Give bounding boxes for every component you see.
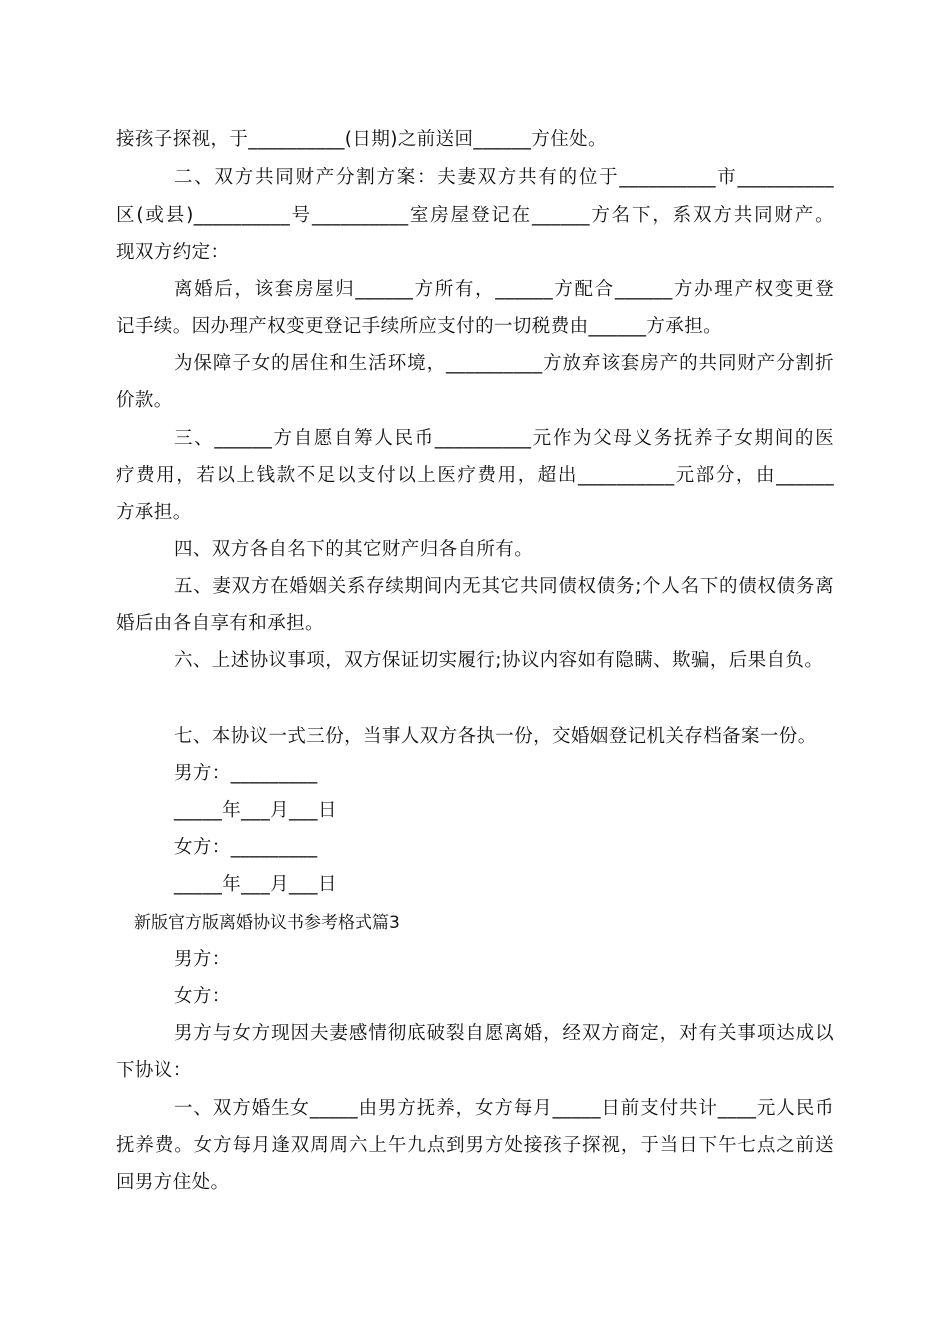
date-line: _____年___月___日 [174,874,337,895]
text-line: 现双方约定： [116,242,230,263]
text-line: 疗费用，若以上钱款不足以支付以上医疗费用，超出__________元部分，由______ [116,465,834,486]
clause-4-line: 四、双方各自名下的其它财产归各自所有。 [174,539,534,560]
clause-5-line: 五、妻双方在婚姻关系存续期间内无其它共同债权债务;个人名下的债权债务离 [174,576,834,597]
text-line: 为保障子女的居住和生活环境，__________方放弃该套房产的共同财产分割折 [174,353,834,374]
party-male: 男方： [174,949,231,970]
text-line: 下协议： [116,1060,192,1081]
text-line: 区(或县)__________号__________室房屋登记在______方名下，系双方共同财产。 [116,205,834,226]
text-line: 离婚后，该套房屋归______方所有，______方配合______方办理产权变更登 [174,279,834,300]
section-heading: 新版官方版离婚协议书参考格式篇3 [134,913,400,933]
text-line: 价款。 [116,390,173,411]
date-line: _____年___月___日 [174,800,337,821]
text-line: 记手续。因办理产权变更登记手续所应支付的一切税费由______方承担。 [116,316,723,337]
clause-1-line: 一、双方婚生女_____由男方抚养，女方每月_____日前支付共计____元人民币 [174,1098,834,1119]
clause-7-line: 七、本协议一式三份，当事人双方各执一份，交婚姻登记机关存档备案一份。 [174,726,817,747]
text-line: 抚养费。女方每月逢双周周六上午九点到男方处接孩子探视，于当日下午七点之前送 [116,1135,834,1156]
signature-male: 男方：_________ [174,763,318,784]
clause-6-line: 六、上述协议事项，双方保证切实履行;协议内容如有隐瞒、欺骗，后果自负。 [174,650,824,671]
clause-3-line: 三、______方自愿自筹人民币__________元作为父母义务抚养子女期间的医 [174,428,834,449]
text-line: 接孩子探视，于__________(日期)之前送回______方住处。 [116,129,607,150]
text-line: 方承担。 [116,502,192,523]
text-line: 回男方住处。 [116,1172,230,1193]
text-line: 婚后由各自享有和承担。 [116,613,324,634]
text-line: 男方与女方现因夫妻感情彻底破裂自愿离婚，经双方商定，对有关事项达成以 [174,1023,834,1044]
clause-2-line: 二、双方共同财产分割方案：夫妻双方共有的位于__________市__________ [174,167,834,188]
signature-female: 女方：_________ [174,837,318,858]
party-female: 女方： [174,986,231,1007]
